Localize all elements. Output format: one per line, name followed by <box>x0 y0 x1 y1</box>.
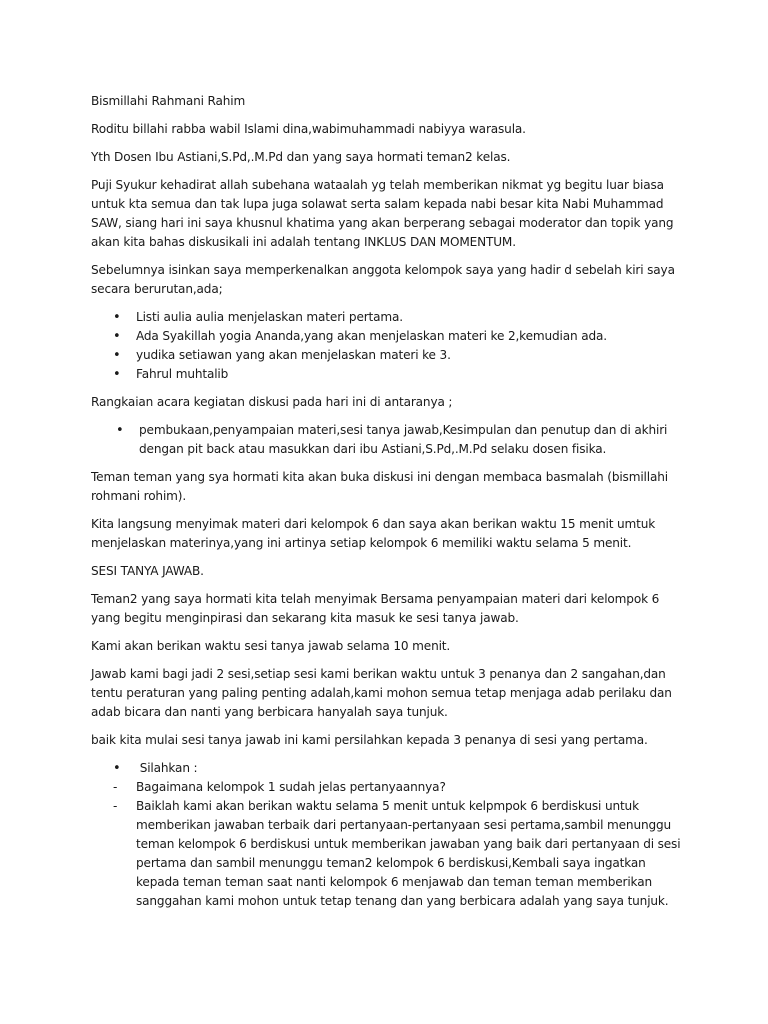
list-item: • Silahkan : <box>91 759 691 778</box>
list-item: - Baiklah kami akan berikan waktu selama 5 menit untuk kelpmpok 6 berdiskusi untuk memberikan jawaban terbaik dari pertanyaan-pertanyaan sesi pertama,sambil menunggu teman kelompok 6 berdiskusi untuk memberikan jawaban yang baik dari pertanyaan di sesi pertama dan sambil menunggu teman2 kelompok 6 berdiskusi,Kembali saya ingatkan kepada teman teman saat nanti kelompok 6 menjawab dan teman teman memberikan sanggahan kami mohon untuk tetap tenang dan yang berbicara adalah yang saya tunjuk. <box>91 797 691 911</box>
opening-line: Bismillahi Rahmani Rahim <box>91 94 246 108</box>
list-item: • Ada Syakillah yogia Ananda,yang akan menjelaskan materi ke 2,kemudian ada. <box>91 327 691 346</box>
session-dash-list <box>91 778 691 911</box>
agenda-intro-paragraph: Rangkaian acara kegiatan diskusi pada hari ini di antaranya ; <box>91 395 453 409</box>
qa-intro-paragraph: Teman2 yang saya hormati kita telah menyimak Bersama penyampaian materi dari kelompok 6 yang begitu menginpirasi dan sekarang kita masuk ke sesi tanya jawab. <box>91 592 660 625</box>
salutation-line: Roditu billahi rabba wabil Islami dina,wabimuhammadi nabiyya warasula. <box>91 122 526 136</box>
list-item: • pembukaan,penyampaian materi,sesi tanya jawab,Kesimpulan dan penutup dan di akhiri dengan pit back atau masukkan dari ibu Astiani,S.Pd,.M.Pd selaku dosen fisika. <box>91 421 691 459</box>
qa-rules-paragraph: Jawab kami bagi jadi 2 sesi,setiap sesi kami berikan waktu untuk 3 penanya dan 2 sangahan,dan tentu peraturan yang paling penting adalah,kami mohon semua tetap menjaga adab perilaku dan adab bicara dan nanti yang berbicara hanyalah saya tunjuk. <box>91 667 672 719</box>
basmalah-paragraph: Teman teman yang sya hormati kita akan buka diskusi ini dengan membaca basmalah (bismillahi rohmani rohim). <box>91 470 668 503</box>
session-list <box>91 759 691 778</box>
qa-start-paragraph: baik kita mulai sesi tanya jawab ini kami persilahkan kepada 3 penanya di sesi yang pertama. <box>91 733 648 747</box>
material-time-paragraph: Kita langsung menyimak materi dari kelompok 6 dan saya akan berikan waktu 15 menit umtuk menjelaskan materinya,yang ini artinya setiap kelompok 6 memiliki waktu selama 5 menit. <box>91 517 656 550</box>
greeting-line: Yth Dosen Ibu Astiani,S.Pd,.M.Pd dan yang saya hormati teman2 kelas. <box>91 150 511 164</box>
qa-time-paragraph: Kami akan berikan waktu sesi tanya jawab selama 10 menit. <box>91 639 451 653</box>
agenda-list <box>91 421 691 459</box>
document-body <box>91 92 691 911</box>
intro-paragraph: Puji Syukur kehadirat allah subehana wataalah yg telah memberikan nikmat yg begitu luar biasa untuk kta semua dan tak lupa juga solawat serta salam kepada nabi besar kita Nabi Muhammad SAW, siang hari ini saya khusnul khatima yang akan berperang sebagai moderator dan topik yang akan kita bahas diskusikali ini adalah tentang INKLUS DAN MOMENTUM. <box>91 178 674 249</box>
list-item: • Listi aulia aulia menjelaskan materi pertama. <box>91 308 691 327</box>
member-list <box>91 308 691 384</box>
members-intro-paragraph: Sebelumnya isinkan saya memperkenalkan anggota kelompok saya yang hadir d sebelah kiri saya secara berurutan,ada; <box>91 263 675 296</box>
section-heading: SESI TANYA JAWAB. <box>91 564 204 578</box>
list-item: • Fahrul muhtalib <box>91 365 691 384</box>
list-item: • yudika setiawan yang akan menjelaskan materi ke 3. <box>91 346 691 365</box>
list-item: - Bagaimana kelompok 1 sudah jelas pertanyaannya? <box>91 778 691 797</box>
